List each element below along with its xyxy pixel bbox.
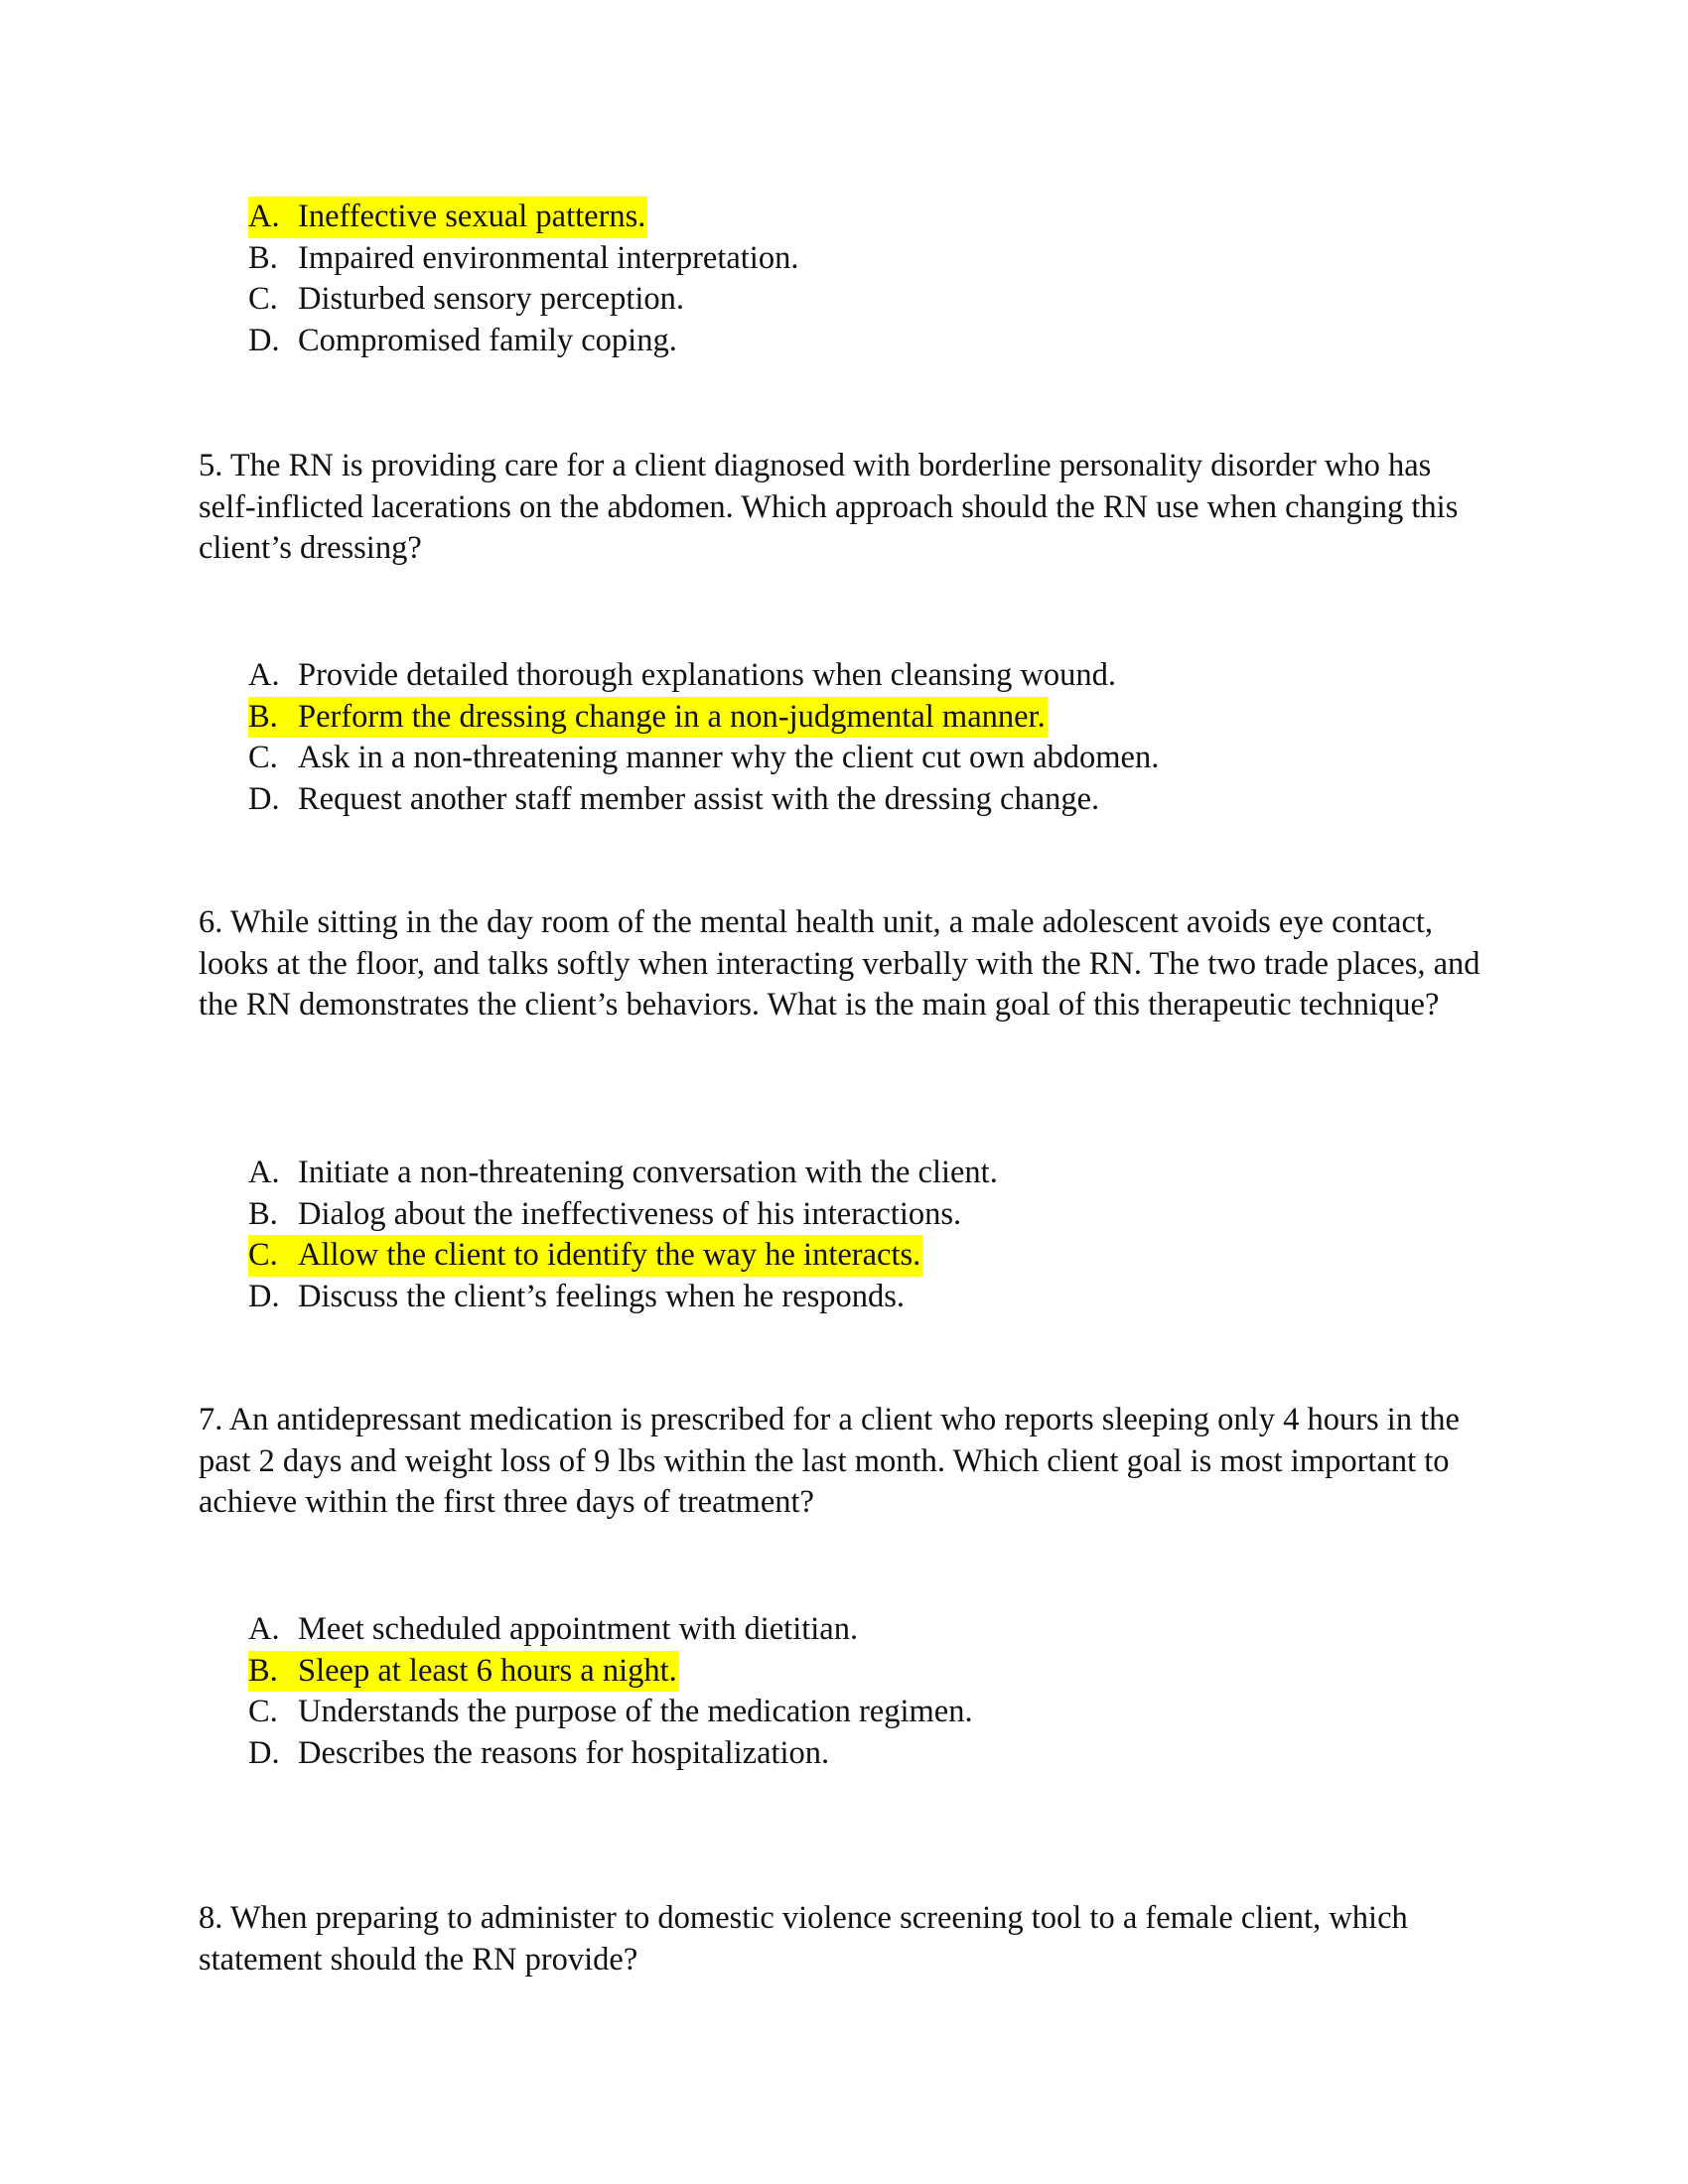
option-letter: C. xyxy=(248,740,278,775)
option-text: Allow the client to identify the way he interacts. xyxy=(298,1237,921,1273)
question-6-stem: 6. While sitting in the day room of the mental health unit, a male adolescent avoids eye contact, looks at the floor, and talks softly when interacting verbally with the RN. The two trade places, and the RN demonstrates the client’s behaviors. What is the main goal of this therapeutic technique? xyxy=(199,904,1480,1023)
option-letter: A. xyxy=(248,1611,280,1647)
question-8-stem: 8. When preparing to administer to domestic violence screening tool to a female client, which statement should the RN provide? xyxy=(199,1900,1408,1978)
option-letter: B. xyxy=(248,1195,278,1232)
option-text: Describes the reasons for hospitalization. xyxy=(298,1734,830,1771)
option-text: Ineffective sexual patterns. xyxy=(298,199,646,234)
option-6b xyxy=(248,1194,1000,1236)
option-text: Disturbed sensory perception. xyxy=(298,281,685,317)
option-letter: D. xyxy=(248,780,280,817)
option-6c xyxy=(248,1235,1000,1277)
question-6-options xyxy=(248,1153,1000,1317)
question-5-stem: 5. The RN is providing care for a client diagnosed with borderline personality disorder who has self-inflicted lacerations on the abdomen. Which approach should the RN use when changing this client’s dressing? xyxy=(199,448,1459,566)
option-text: Meet scheduled appointment with dietitian. xyxy=(298,1611,859,1647)
question-7-options xyxy=(248,1609,975,1774)
option-6d xyxy=(248,1277,1000,1318)
option-4a xyxy=(248,197,800,238)
option-4c xyxy=(248,279,800,321)
option-letter: A. xyxy=(248,199,280,234)
option-5b xyxy=(248,697,1161,739)
option-letter: A. xyxy=(248,1155,280,1190)
option-letter: C. xyxy=(248,1694,278,1729)
option-7b xyxy=(248,1651,975,1693)
option-text: Compromised family coping. xyxy=(298,322,677,358)
option-5a xyxy=(248,655,1161,697)
option-text: Impaired environmental interpretation. xyxy=(298,239,799,276)
option-4d xyxy=(248,321,800,362)
question-4-options xyxy=(248,197,800,361)
option-letter: B. xyxy=(248,239,278,276)
option-letter: D. xyxy=(248,1734,280,1771)
option-4b xyxy=(248,238,800,280)
option-6a xyxy=(248,1153,1000,1194)
option-letter: D. xyxy=(248,1278,280,1314)
option-text: Discuss the client’s feelings when he responds. xyxy=(298,1278,906,1314)
option-5d xyxy=(248,779,1161,821)
option-text: Perform the dressing change in a non-judgmental manner. xyxy=(298,698,1046,735)
question-7-stem: 7. An antidepressant medication is prescribed for a client who reports sleeping only 4 hours in the past 2 days and weight loss of 9 lbs within the last month. Which client goal is most important to achieve within the first three days of treatment? xyxy=(199,1402,1460,1520)
option-7c xyxy=(248,1692,975,1733)
option-letter: B. xyxy=(248,698,278,735)
option-text: Understands the purpose of the medication regimen. xyxy=(298,1694,973,1729)
option-5c xyxy=(248,738,1161,779)
option-text: Request another staff member assist with the dressing change. xyxy=(298,780,1100,817)
option-text: Dialog about the ineffectiveness of his interactions. xyxy=(298,1195,962,1232)
option-letter: C. xyxy=(248,1237,278,1273)
option-letter: A. xyxy=(248,657,280,693)
option-text: Ask in a non-threatening manner why the client cut own abdomen. xyxy=(298,740,1160,775)
option-7d xyxy=(248,1733,975,1775)
option-7a xyxy=(248,1609,975,1651)
option-text: Initiate a non-threatening conversation with the client. xyxy=(298,1155,998,1190)
option-text: Sleep at least 6 hours a night. xyxy=(298,1652,677,1689)
option-text: Provide detailed thorough explanations when cleansing wound. xyxy=(298,657,1117,693)
question-5-options xyxy=(248,655,1161,820)
option-letter: D. xyxy=(248,322,280,358)
option-letter: C. xyxy=(248,281,278,317)
option-letter: B. xyxy=(248,1652,278,1689)
